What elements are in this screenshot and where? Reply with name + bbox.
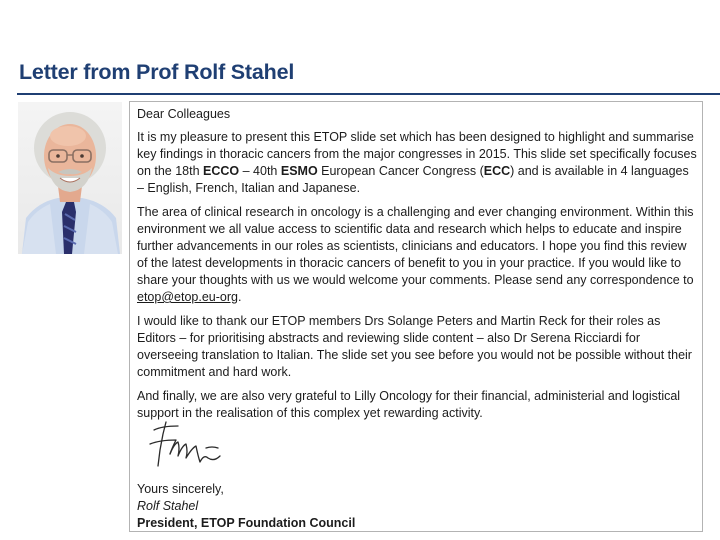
page-title: Letter from Prof Rolf Stahel <box>19 60 295 84</box>
letter-body <box>137 106 697 429</box>
p1-text-d: European Cancer Congress ( <box>317 164 484 178</box>
p1-text-c: – 40th <box>239 164 281 178</box>
p2-text: The area of clinical research in oncology is a challenging and ever changing environment. Within this environment we all value access to scientific data and research which helps to educate and inspire further advancements in our roles as scientists, clinicians and educators. I hope you find this review of the latest developments in thoracic cancers of benefit to you in your practice. If you would like to share your thoughts with us we would welcome your comments. Please send any correspondence to <box>137 205 694 287</box>
p1-text-a: It is my pleasure to present this ETOP slide set which has been designed to highlight and summarise key findings in thoracic cancers from the major congresses in 2015. This slide set specifically focuses on the 18th <box>137 130 697 178</box>
signer-role: President, ETOP Foundation Council <box>137 516 356 530</box>
p1-text-e: ) and is available in 4 languages – English, French, Italian and Japanese. <box>137 164 689 195</box>
p1-ecc: ECC <box>483 164 511 178</box>
signer-name: Rolf Stahel <box>137 499 199 513</box>
author-photo <box>18 102 122 254</box>
paragraph-2 <box>137 204 697 306</box>
handwritten-signature <box>148 418 238 474</box>
p1-ecco: ECCO <box>203 164 240 178</box>
email-link[interactable]: etop@etop.eu-org <box>137 290 238 304</box>
paragraph-3: I would like to thank our ETOP members Drs Solange Peters and Martin Reck for their roles as Editors – for prioritising abstracts and reviewing slide content – also Dr Serena Ricciardi for overseeing translation to Italian. The slide set you see before you would not be possible without their commitment and hard work. <box>137 314 692 379</box>
letter-closing <box>137 481 537 532</box>
title-underline <box>17 93 720 95</box>
paragraph-4: And finally, we are also very grateful to Lilly Oncology for their financial, administerial and logistical support in the realisation of this complex yet rewarding activity. <box>137 389 681 420</box>
greeting: Dear Colleagues <box>137 107 231 121</box>
p1-esmo: ESMO <box>280 164 318 178</box>
paragraph-1 <box>137 129 697 197</box>
p2-end: . <box>237 290 242 304</box>
closing-line: Yours sincerely, <box>137 482 224 496</box>
